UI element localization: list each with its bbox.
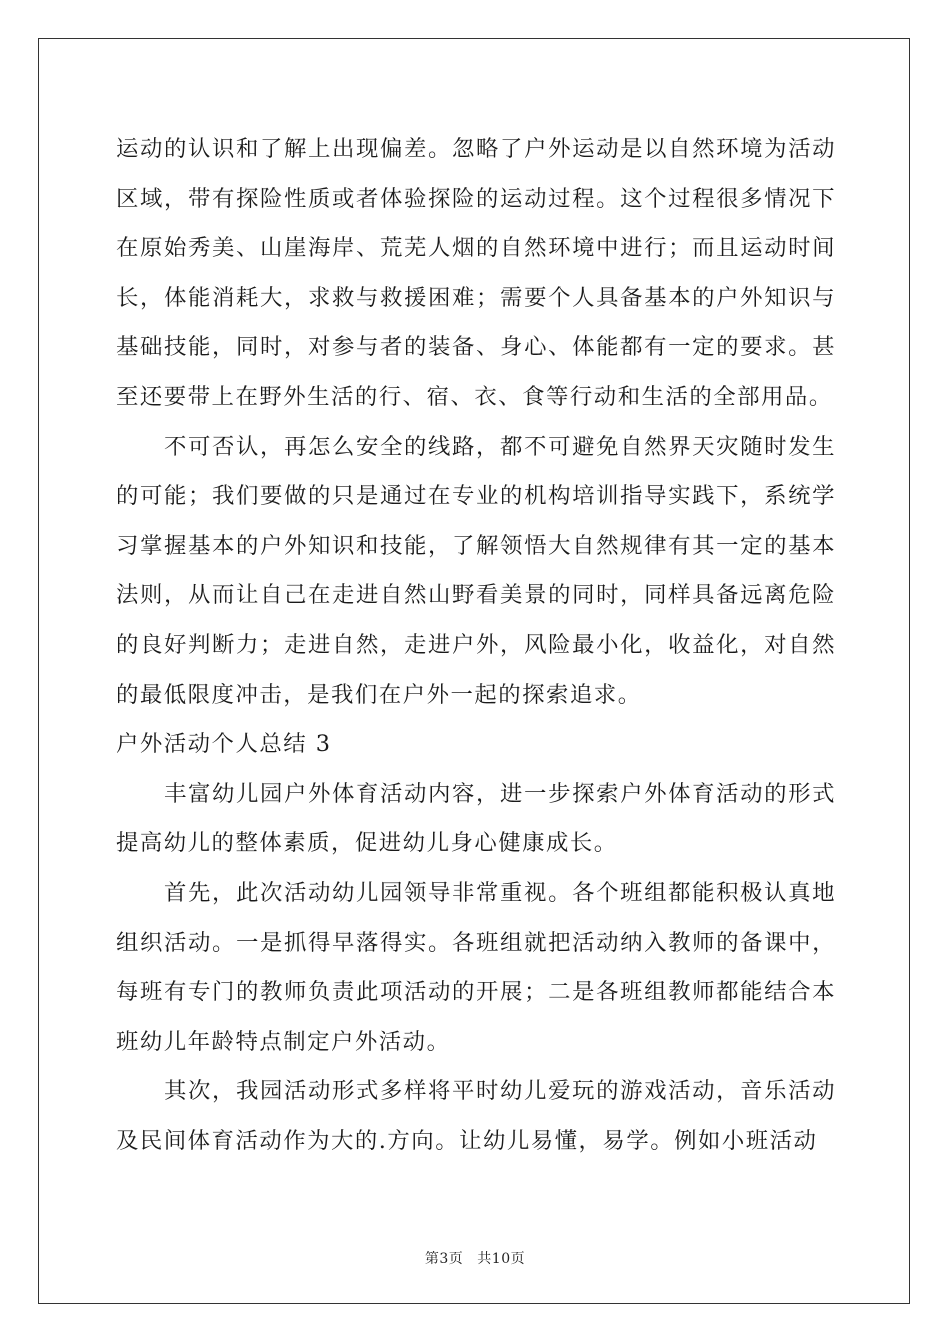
paragraph-1: 运动的认识和了解上出现偏差。忽略了户外运动是以自然环境为活动区域，带有探险性质或者体验探险的运动过程。这个过程很多情况下在原始秀美、山崖海岸、荒芜人烟的自然环境中进行；而且运动时间长，体能消耗大，求救与救援困难；需要个人具备基本的户外知识与基础技能，同时，对参与者的装备、身心、体能都有一定的要求。甚至还要带上在野外生活的行、宿、衣、食等行动和生活的全部用品。	[116, 136, 836, 410]
page-total: 共10页	[477, 1251, 526, 1267]
paragraph-5: 其次，我园活动形式多样将平时幼儿爱玩的游戏活动，音乐活动及民间体育活动作为大的.方向。让幼儿易懂，易学。例如小班活动	[116, 1078, 836, 1154]
page-footer	[0, 1248, 950, 1268]
document-body	[116, 125, 836, 1166]
paragraph-4: 首先，此次活动幼儿园领导非常重视。各个班组都能积极认真地组织活动。一是抓得早落得实。各班组就把活动纳入教师的备课中，每班有专门的教师负责此项活动的开展；二是各班组教师都能结合本班幼儿年龄特点制定户外活动。	[116, 879, 836, 1055]
paragraph-3: 丰富幼儿园户外体育活动内容，进一步探索户外体育活动的形式提高幼儿的整体素质，促进幼儿身心健康成长。	[116, 780, 836, 857]
page-number: 第3页	[424, 1251, 464, 1267]
paragraph-2: 不可否认，再怎么安全的线路，都不可避免自然界天灾随时发生的可能；我们要做的只是通过在专业的机构培训指导实践下，系统学习掌握基本的户外知识和技能，了解领悟大自然规律有其一定的基本法则，从而让自己在走进自然山野看美景的同时，同样具备远离危险的良好判断力；走进自然，走进户外，风险最小化，收益化，对自然的最低限度冲击，是我们在户外一起的探索追求。	[116, 433, 836, 708]
section-heading: 户外活动个人总结 3	[116, 731, 332, 758]
